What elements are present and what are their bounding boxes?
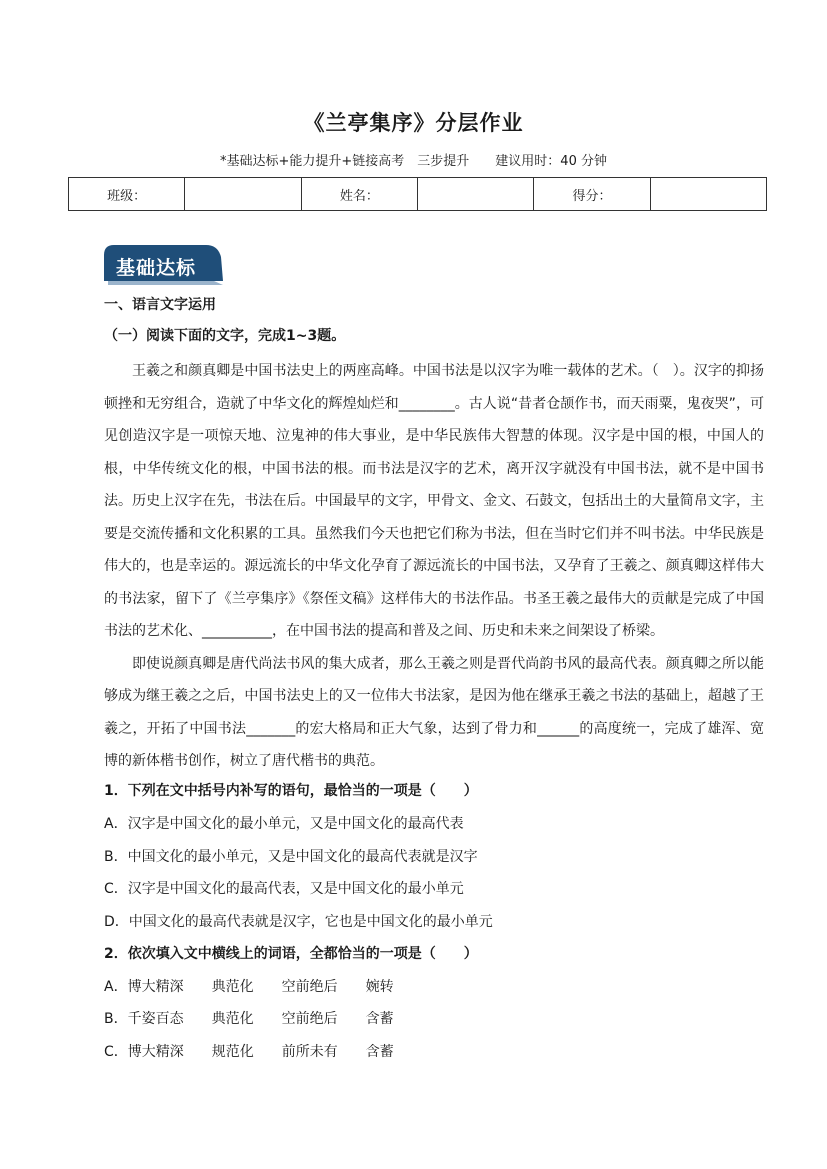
score-field[interactable]	[650, 178, 766, 211]
question-1-option-b[interactable]: B．中国文化的最小单元，又是中国文化的最高代表就是汉字	[104, 849, 478, 865]
question-1-option-d[interactable]: D．中国文化的最高代表就是汉字，它也是中国文化的最小单元	[104, 914, 493, 930]
question-2-option-a[interactable]: A．博大精深 典范化 空前绝后 婉转	[104, 979, 394, 995]
reading-passage	[104, 355, 764, 778]
section-heading: 一、语言文字运用	[104, 297, 216, 313]
name-field[interactable]	[417, 178, 533, 211]
class-label: 班级：	[69, 178, 185, 211]
score-label: 得分：	[534, 178, 650, 211]
class-field[interactable]	[185, 178, 301, 211]
page-title: 《兰亭集序》分层作业	[303, 110, 524, 135]
section-tag-label: 基础达标	[116, 257, 197, 279]
question-1-option-c[interactable]: C．汉字是中国文化的最高代表，又是中国文化的最小单元	[104, 881, 464, 897]
question-2-stem: 2．依次填入文中横线上的词语，全都恰当的一项是（ ）	[104, 946, 478, 962]
passage-paragraph-1: 王羲之和颜真卿是中国书法史上的两座高峰。中国书法是以汉字为唯一载体的艺术。（ ）。汉字的抑扬顿挫和无穷组合，造就了中华文化的辉煌灿烂和________。古人说“昔者仓颉作书，而天雨粟，鬼夜哭”，可见创造汉字是一项惊天地、泣鬼神的伟大事业，是中华民族伟大智慧的体现。汉字是中国的根，中国人的根，中华传统文化的根，中国书法的根。而书法是汉字的艺术，离开汉字就没有中国书法，就不是中国书法。历史上汉字在先，书法在后。中国最早的文字，甲骨文、金文、石鼓文，包括出土的大量简帛文字，主要是交流传播和文化积累的工具。虽然我们今天也把它们称为书法，但在当时它们并不叫书法。中华民族是伟大的，也是幸运的。源远流长的中华文化孕育了源远流长的中国书法，又孕育了王羲之、颜真卿这样伟大的书法家，留下了《兰亭集序》《祭侄文稿》这样伟大的书法作品。书圣王羲之最伟大的贡献是完成了中国书法的艺术化、__________，在中国书法的提高和普及之间、历史和未来之间架设了桥梁。	[104, 363, 764, 639]
question-1-option-a[interactable]: A．汉字是中国文化的最小单元，又是中国文化的最高代表	[104, 816, 464, 832]
question-1-stem: 1．下列在文中括号内补写的语句，最恰当的一项是（ ）	[104, 783, 478, 799]
page-subtitle: *基础达标+能力提升+链接高考 三步提升 建议用时：40 分钟	[220, 154, 607, 169]
name-label: 姓名：	[301, 178, 417, 211]
section-tag	[104, 245, 223, 285]
reading-instruction: （一）阅读下面的文字，完成1~3题。	[104, 328, 346, 344]
student-info-table	[68, 177, 767, 211]
passage-paragraph-2: 即使说颜真卿是唐代尚法书风的集大成者，那么王羲之则是晋代尚韵书风的最高代表。颜真卿之所以能够成为继王羲之之后，中国书法史上的又一位伟大书法家，是因为他在继承王羲之书法的基础上，超越了王羲之，开拓了中国书法_______的宏大格局和正大气象，达到了骨力和______的高度统一，完成了雄浑、宽博的新体楷书创作，树立了唐代楷书的典范。	[104, 655, 764, 769]
question-2-option-c[interactable]: C．博大精深 规范化 前所未有 含蓄	[104, 1044, 394, 1060]
question-2-option-b[interactable]: B．千姿百态 典范化 空前绝后 含蓄	[104, 1011, 394, 1027]
